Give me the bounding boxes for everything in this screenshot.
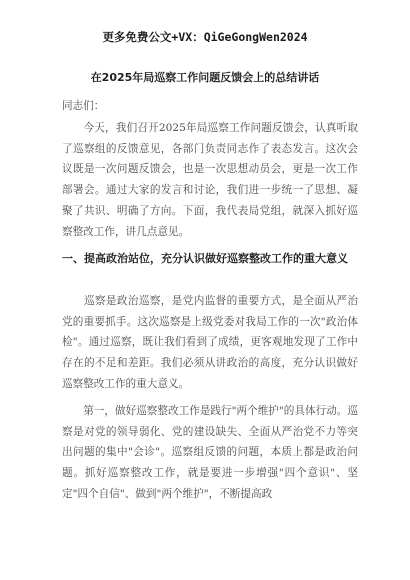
paragraph-first-point: 第一，做好巡察整改工作是践行"两个维护"的具体行动。巡察是对党的领导弱化、党的建设缺失、全面从严治党不力等突出问题的集中"会诊"。巡察组反馈的问题，本质上都是政治问题。抓好巡察整改工作，就是要进一步增强"四个意识"、坚定"四个自信"、做到"两个维护"，不断提高政 xyxy=(62,405,358,500)
section-heading-one: 一、提高政治站位，充分认识做好巡察整改工作的重大意义 xyxy=(62,252,348,265)
paragraph-inspection: 巡察是政治巡察，是党内监督的重要方式，是全面从严治党的重要抓手。这次巡察是上级党委对我局工作的一次"政治体检"。通过巡察，既让我们看到了成绩，更客观地发现了工作中存在的不足和差距。我们必须从讲政治的高度，充分认识做好巡察整改工作的重大意义。 xyxy=(62,295,358,390)
promo-banner: 更多免费公文+VX：QiGeGongWen2024 xyxy=(102,30,308,44)
salutation: 同志们： xyxy=(62,100,105,112)
document-title: 在2025年局巡察工作问题反馈会上的总结讲话 xyxy=(90,71,320,84)
paragraph-intro: 今天，我们召开2025年局巡察工作问题反馈会，认真听取了巡察组的反馈意见，各部门负责同志作了表态发言。这次会议既是一次问题反馈会，也是一次思想动员会，更是一次工作部署会。通过大家的发言和讨论，我们进一步统一了思想、凝聚了共识、明确了方向。下面，我代表局党组，就深入抓好巡察整改工作，讲几点意见。 xyxy=(62,122,358,238)
